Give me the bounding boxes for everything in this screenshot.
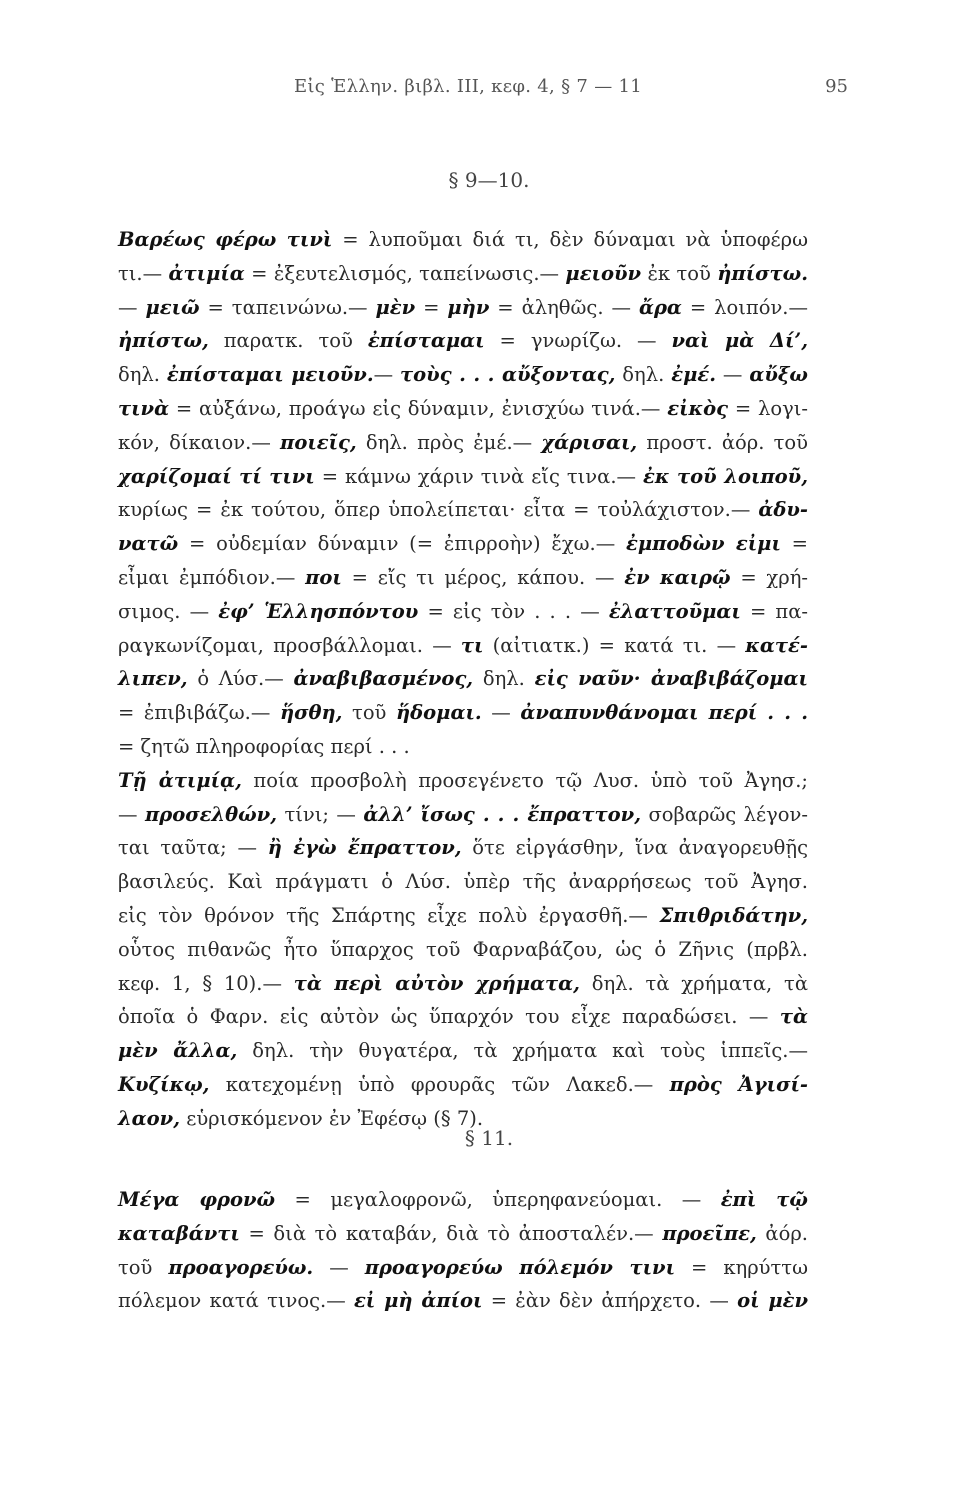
section-heading-9-10: § 9—10. (448, 168, 530, 192)
text-line: ἠπίστω, παρατκ. τοῦ ἐπίσταμαι = γνωρίζω. — ναὶ μὰ Δί’, (118, 329, 808, 353)
text-line: Κυζίκῳ, κατεχομένῃ ὑπὸ φρουρᾶς τῶν Λακεδ.— πρὸς Ἀγισί- (118, 1072, 808, 1096)
text-line: βασιλεύς. Καὶ πράγματι ὁ Λύσ. ὑπὲρ τῆς ἀναρρήσεως τοῦ Ἀγησ. (118, 870, 808, 894)
text-line: καταβάντι = διὰ τὸ καταβάν, διὰ τὸ ἀποσταλέν.— προεῖπε, ἀόρ. (118, 1221, 808, 1245)
running-head (118, 76, 848, 106)
text-line: λαον, εὑρισκόμενον ἐν Ἐφέσῳ (§ 7). (118, 1106, 484, 1130)
commentary-block-9-10 (118, 223, 808, 1136)
text-line: εἶμαι ἐμπόδιον.— ποι = εἴς τι μέρος, κάπου. — ἐν καιρῷ = χρή- (118, 565, 808, 589)
text-line: κεφ. 1, § 10).— τὰ περὶ αὐτὸν χρήματα, δηλ. τὰ χρήματα, τὰ (118, 971, 808, 995)
text-line: πόλεμον κατά τινος.— εἰ μὴ ἀπίοι = ἐὰν δὲν ἀπήρχετο. — οἱ μὲν (118, 1289, 808, 1313)
text-line: Μέγα φρονῶ = μεγαλοφρονῶ, ὑπερηφανεύομαι. — ἐπὶ τῷ (118, 1188, 808, 1211)
text-line: — μειῶ = ταπεινώνω.— μὲν = μὴν = ἀληθῶς. — ἄρα = λοιπόν.— (118, 295, 808, 319)
text-line: λιπεν, ὁ Λύσ.— ἀναβιβασμένος, δηλ. εἰς ναῦν· ἀναβιβάζομαι (118, 667, 808, 691)
section-heading-11: § 11. (464, 1126, 514, 1150)
text-line: = ζητῶ πληροφορίας περί . . . (118, 734, 410, 758)
text-line: δηλ. ἐπίσταμαι μειοῦν.— τοὺς . . . αὔξοντας, δηλ. ἐμέ. — αὔξω (118, 363, 808, 387)
text-line: χαρίζομαί τί τινι = κάμνω χάριν τινὰ εἴς τινα.— ἐκ τοῦ λοιποῦ, (118, 464, 808, 488)
text-line: μὲν ἄλλα, δηλ. τὴν θυγατέρα, τὰ χρήματα καὶ τοὺς ἱππεῖς.— (118, 1039, 808, 1063)
text-line: κόν, δίκαιον.— ποιεῖς, δηλ. πρὸς ἐμέ.— χάρισαι, προστ. ἀόρ. τοῦ (118, 430, 809, 454)
text-line: ὁποῖα ὁ Φαρν. εἰς αὐτὸν ὡς ὕπαρχόν του εἶχε παραδώσει. — τὰ (118, 1005, 808, 1029)
text-line: = ἐπιβιβάζω.— ἥσθη, τοῦ ἥδομαι. — ἀναπυνθάνομαι περί . . . (118, 701, 808, 725)
text-line: ραγκωνίζομαι, προσβάλλομαι. — τι (αἰτιατκ.) = κατά τι. — κατέ- (118, 633, 808, 657)
text-line: ται ταῦτα; — ἢ ἐγὼ ἔπραττον, ὅτε εἰργάσθην, ἵνα ἀναγορευθῇς (118, 836, 809, 860)
text-line: τοῦ προαγορεύω. — προαγορεύω πόλεμόν τινι = κηρύττω (118, 1255, 808, 1279)
text-line: Τῇ ἀτιμίᾳ, ποία προσβολὴ προσεγένετο τῷ Λυσ. ὑπὸ τοῦ Ἀγησ.; (118, 768, 809, 792)
text-line: Βαρέως φέρω τινὶ = λυποῦμαι διά τι, δὲν δύναμαι νὰ ὑποφέρω (118, 228, 808, 251)
commentary-block-11 (118, 1183, 808, 1318)
running-title: Εἰς Ἑλλην. βιβλ. III, κεφ. 4, § 7 — 11 (293, 76, 643, 97)
page-number: 95 (825, 76, 848, 97)
text-line: κυρίως = ἐκ τούτου, ὅπερ ὑπολείπεται· εἶτα = τοὐλάχιστον.— ἀδυ- (118, 498, 808, 522)
text-line: σιμος. — ἐφ’ Ἑλλησπόντου = εἰς τὸν . . . — ἐλαττοῦμαι = πα- (118, 599, 809, 623)
text-line: τινὰ = αὐξάνω, προάγω εἰς δύναμιν, ἐνισχύω τινά.— εἰκὸς = λογι- (118, 396, 808, 420)
text-line: οὗτος πιθανῶς ἦτο ὕπαρχος τοῦ Φαρναβάζου, ὡς ὁ Ζῆνις (πρβλ. (118, 937, 808, 961)
text-line: νατῶ = οὐδεμίαν δύναμιν (= ἐπιρροὴν) ἔχω.— ἐμποδὼν εἰμι = (118, 532, 808, 556)
text-line: τι.— ἀτιμία = ἐξευτελισμός, ταπείνωσις.— μειοῦν ἐκ τοῦ ἠπίστω. (118, 261, 808, 285)
text-line: — προσελθών, τίνι; — ἀλλ’ ἴσως . . . ἔπραττον, σοβαρῶς λέγον- (118, 802, 808, 826)
text-line: εἰς τὸν θρόνον τῆς Σπάρτης εἶχε πολὺ ἐργασθῆ.— Σπιθριδάτην, (118, 903, 808, 927)
